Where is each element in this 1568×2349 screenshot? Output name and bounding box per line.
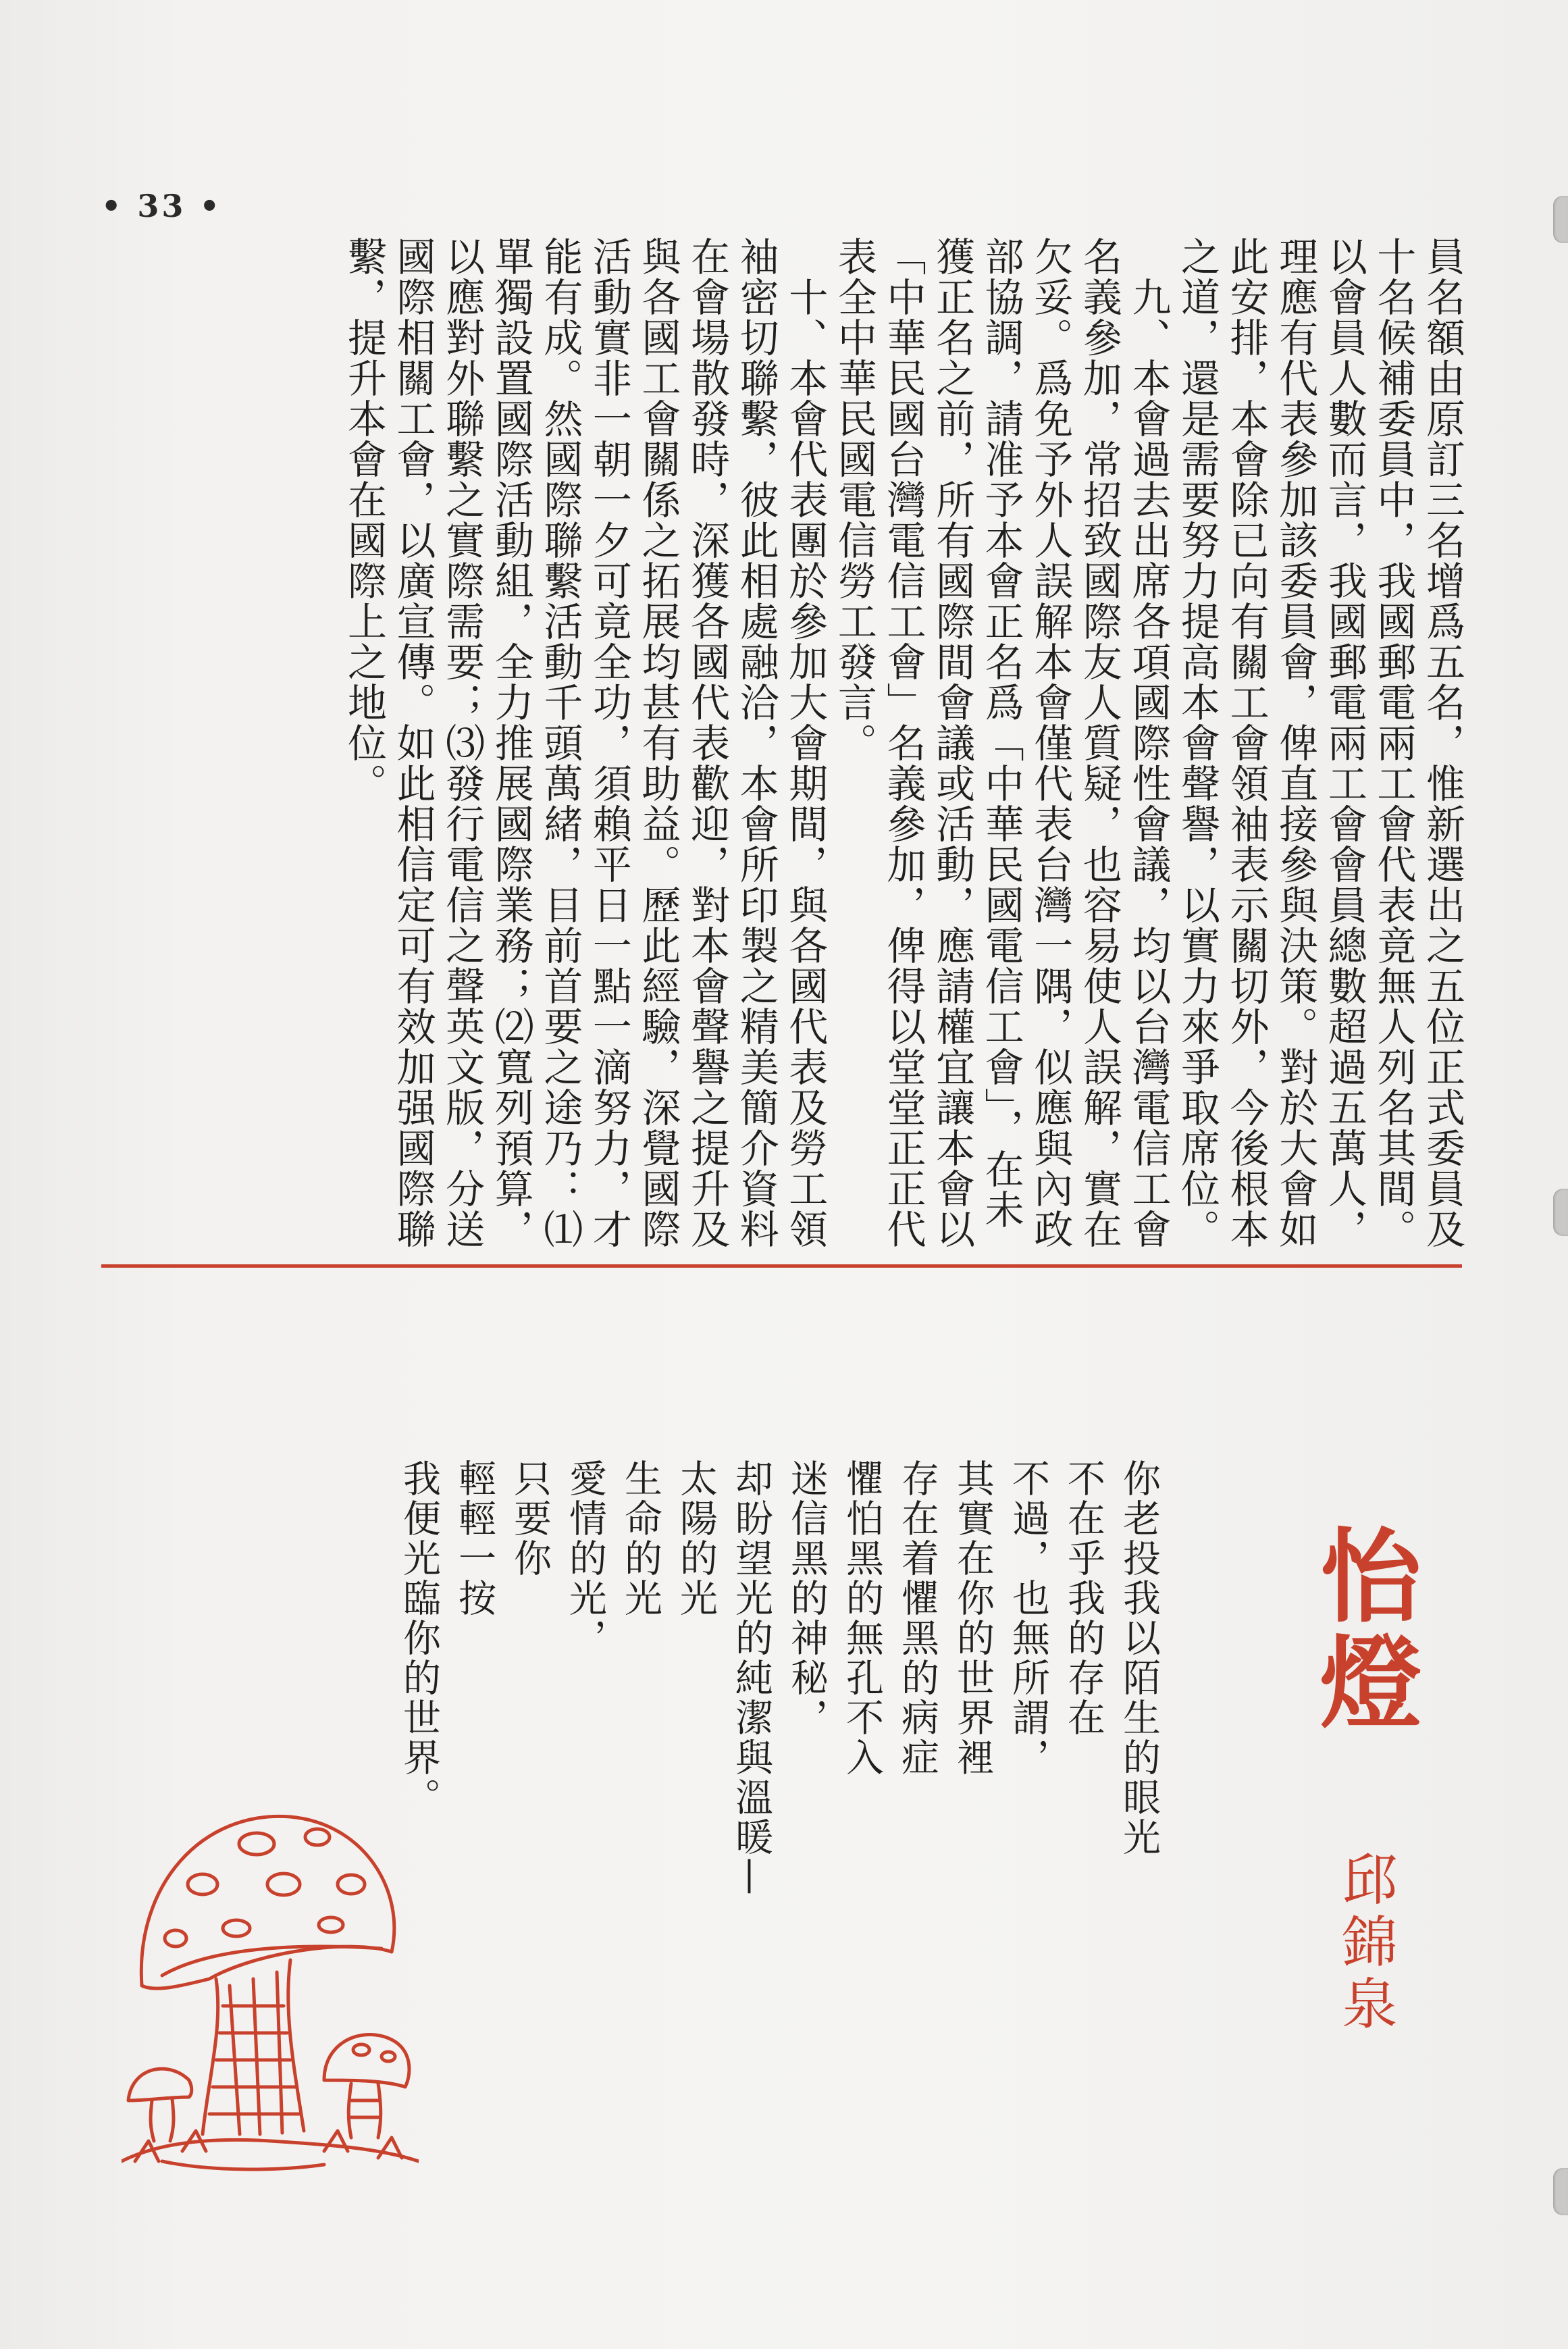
article-text: [170, 236, 1467, 1249]
article-column: 十名候補委員中，我國郵電兩工會代表竟無人列名其間。: [1370, 236, 1417, 1249]
article-column: 以應對外聯繫之實際需要；⑶發行電信之聲英文版，分送: [439, 236, 486, 1249]
poem-title: 怡燈: [1303, 1523, 1421, 1736]
article-column: 活動實非一朝一夕可竟全功，須賴平日一點一滴努力，才: [585, 236, 632, 1249]
poem-author: 邱錦泉: [1333, 1851, 1397, 2037]
article-column: 在會場散發時，深獲各國代表歡迎，對本會聲譽之提升及: [684, 236, 731, 1249]
article-column: 袖密切聯繫，彼此相處融洽，本會所印製之精美簡介資料: [733, 236, 779, 1249]
poem-line: 不在乎我的存在: [1062, 1459, 1105, 1738]
section-divider: [101, 1264, 1462, 1268]
binding-hole: [1553, 1189, 1568, 1236]
poem-line: 太陽的光: [674, 1459, 718, 1618]
poem-line: 迷信黑的神秘，: [785, 1459, 829, 1738]
binding-hole: [1553, 2168, 1568, 2215]
article-column: 此安排，本會除已向有關工會領袖表示關切外，今後根本: [1223, 236, 1270, 1249]
article-column: 理應有代表參加該委員會，俾直接參與決策。對於大會如: [1272, 236, 1319, 1249]
poem-line: 存在着懼黑的病症: [895, 1459, 939, 1778]
poem-line: 懼怕黑的無孔不入: [840, 1459, 884, 1778]
poem-line: 你老投我以陌生的眼光: [1117, 1459, 1161, 1857]
article-column: 國際相關工會，以廣宣傳。如此相信定可有效加强國際聯: [390, 236, 436, 1249]
poem-body: [390, 1459, 1166, 2269]
article-column: 「中華民國台灣電信工會」名義參加，俾得以堂堂正正代: [880, 236, 926, 1249]
article-column: 欠妥。爲免予外人誤解本會僅代表台灣一隅，似應與內政: [1027, 236, 1074, 1249]
poem-line: 只要你: [508, 1459, 552, 1578]
article-column: 員名額由原訂三名增爲五名，惟新選出之五位正式委員及: [1419, 236, 1465, 1249]
poem-line: 我便光臨你的世界。: [397, 1459, 441, 1817]
article-column: 部協調，請准予本會正名爲「中華民國電信工會」，在未: [978, 236, 1024, 1230]
article-column: 之道，還是需要努力提高本會聲譽，以實力來爭取席位。: [1174, 236, 1221, 1249]
article-column: 九、本會過去出席各項國際性會議，均以台灣電信工會: [1125, 236, 1172, 1249]
poem-line: 其實在你的世界裡: [951, 1459, 995, 1778]
poem-line: 却盼望光的純潔與溫暖—: [729, 1459, 773, 1897]
article-column: 名義參加，常招致國際友人質疑，也容易使人誤解，實在: [1076, 236, 1122, 1249]
article-column: 獲正名之前，所有國際間會議或活動，應請權宜讓本會以: [929, 236, 976, 1249]
mushroom-illustration: [122, 1783, 419, 2202]
poem-line: 不過，也無所謂，: [1006, 1459, 1050, 1778]
article-column: 十、本會代表團於參加大會期間，與各國代表及勞工領: [782, 236, 829, 1249]
article-column: 以會員人數而言，我國郵電兩工會會員總數超過五萬人，: [1321, 236, 1367, 1249]
article-column: 與各國工會關係之拓展均甚有助益。歷此經驗，深覺國際: [635, 236, 681, 1249]
article-column: 單獨設置國際活動組，全力推展國際業務；⑵寬列預算，: [488, 236, 534, 1249]
page-number: • 33 •: [101, 188, 222, 224]
article-column: 繫，提升本會在國際上之地位。: [340, 236, 387, 804]
poem-line: 生命的光: [619, 1459, 662, 1618]
binding-hole: [1553, 196, 1568, 243]
article-column: 表全中華民國電信勞工發言。: [831, 236, 877, 763]
article-column: 能有成。然國際聯繫活動千頭萬緒，目前首要之途乃：⑴: [537, 236, 583, 1249]
poem-line: 愛情的光，: [563, 1459, 607, 1658]
poem-line: 輕輕一按: [452, 1459, 496, 1618]
